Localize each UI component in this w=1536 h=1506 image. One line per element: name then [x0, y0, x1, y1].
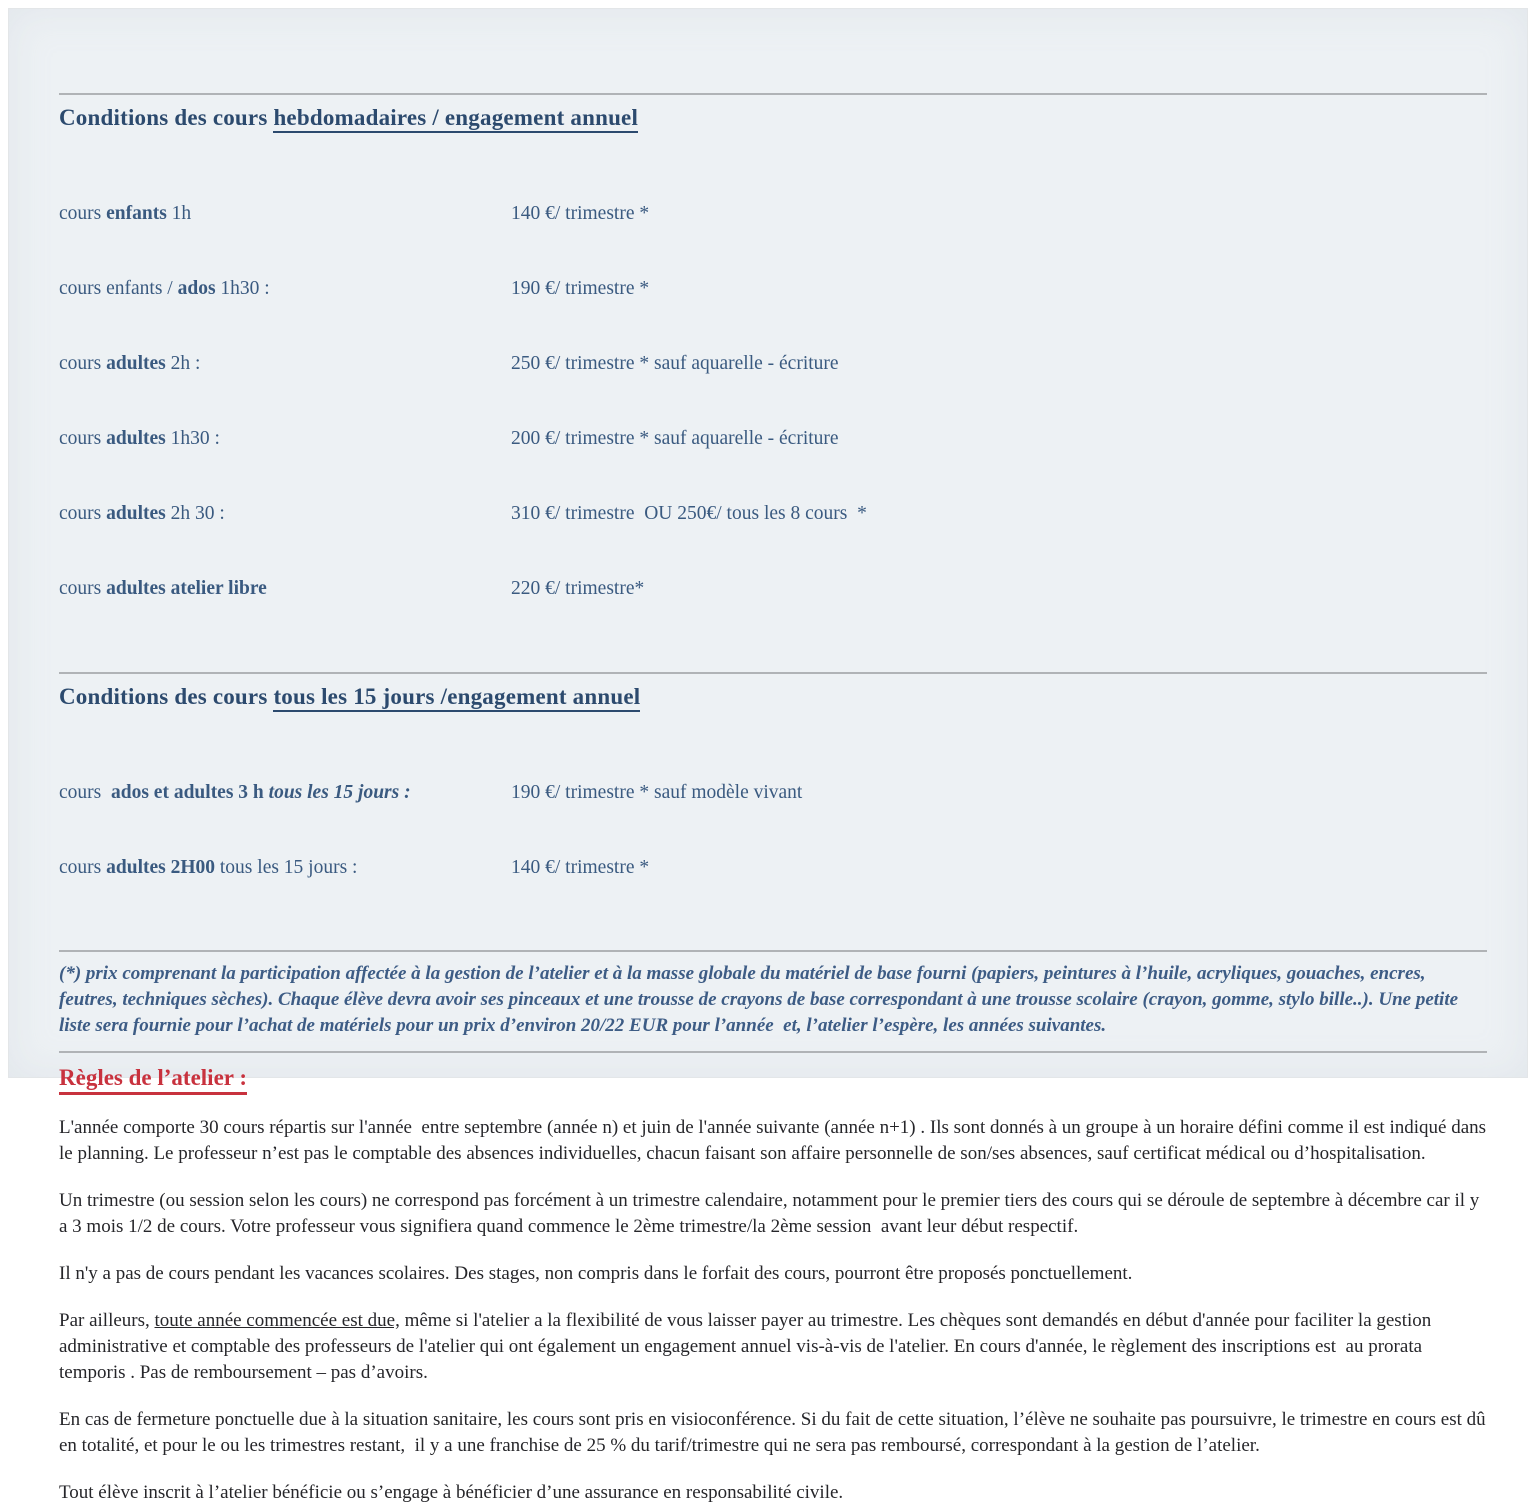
course-label: cours adultes 2h 30 : — [59, 503, 225, 524]
price-row — [59, 276, 1487, 301]
course-label: cours enfants 1h — [59, 203, 192, 224]
price-row — [59, 501, 1487, 526]
section1-heading — [59, 105, 1487, 131]
price-row — [59, 426, 1487, 451]
section2-heading — [59, 684, 1487, 710]
spacer — [59, 930, 1487, 950]
course-label: cours adultes atelier libre — [59, 578, 267, 599]
course-price: 310 €/ trimestre OU 250€/ tous les 8 cours * — [511, 503, 867, 524]
price-row — [59, 855, 1487, 880]
spacer — [59, 651, 1487, 672]
price-footnote: (*) prix comprenant la participation affectée à la gestion de l’atelier et à la masse globale du matériel de base fourni (papiers, peintures à l’huile, acryliques, gouaches, encres, feutres, techniques sèches). Chaque élève devra avoir ses pinceaux et une trousse de crayons de base correspondant à une trousse scolaire (crayon, gomme, stylo bille..). Une petite liste sera fournie pour l’achat de matériels pour un prix d’environ 20/22 EUR pour l’année et, l’atelier l’espère, les années suivantes. — [59, 963, 1463, 1036]
price-row — [59, 351, 1487, 376]
rules-paragraph-4: Par ailleurs, toute année commencée est due, même si l'atelier a la flexibilité de vous laisser payer au trimestre. Les chèques sont demandés en début d'année pour faciliter la gestion administrative et comptable des professeurs de l'atelier qui ont également un engagement annuel vis-à-vis de l'atelier. En cours d'année, le règlement des inscriptions est au prorata temporis . Pas de remboursement – pas d’avoirs. — [59, 1310, 1437, 1383]
section1-heading-prefix: Conditions des cours — [59, 105, 274, 130]
price-row — [59, 780, 1487, 805]
rules-paragraph-2: Un trimestre (ou session selon les cours) ne correspond pas forcément à un trimestre calendaire, notamment pour le premier tiers des cours qui se déroule de septembre à décembre car il y a 3 mois 1/2 de cours. Votre professeur vous signifiera quand commence le 2ème trimestre/la 2ème session avant leur début respectif. — [59, 1190, 1485, 1237]
price-row — [59, 201, 1487, 226]
biweekly-price-list — [59, 730, 1487, 930]
divider-rule-2 — [59, 672, 1487, 674]
divider-rule-3 — [59, 950, 1487, 952]
section2-heading-underlined: tous les 15 jours /engagement annuel — [273, 684, 640, 712]
course-price: 140 €/ trimestre * — [511, 857, 650, 878]
course-price: 200 €/ trimestre * sauf aquarelle - écriture — [511, 428, 839, 449]
course-price: 190 €/ trimestre * sauf modèle vivant — [511, 782, 803, 803]
weekly-price-list — [59, 151, 1487, 651]
course-label: cours adultes 1h30 : — [59, 428, 220, 449]
course-price: 250 €/ trimestre * sauf aquarelle - écriture — [511, 353, 839, 374]
course-price: 140 €/ trimestre * — [511, 203, 650, 224]
rules-paragraph-5: En cas de fermeture ponctuelle due à la situation sanitaire, les cours sont pris en visioconférence. Si du fait de cette situation, l’élève ne souhaite pas poursuivre, le trimestre en cours est dû en totalité, et pour le ou les trimestres restant, il y a une franchise de 25 % du tarif/trimestre qui ne sera pas remboursé, correspondant à la gestion de l’atelier. — [59, 1409, 1491, 1456]
section1-heading-underlined: hebdomadaires / engagement annuel — [273, 105, 638, 133]
course-price: 220 €/ trimestre* — [511, 578, 645, 599]
rules-paragraph-6: Tout élève inscrit à l’atelier bénéficie ou s’engage à bénéficier d’une assurance en responsabilité civile. — [59, 1482, 844, 1503]
rules-heading: Règles de l’atelier : — [59, 1065, 1487, 1091]
rules-section — [59, 1115, 1491, 1506]
course-label: cours enfants / ados 1h30 : — [59, 278, 270, 299]
course-label: cours adultes 2h : — [59, 353, 201, 374]
course-label: cours adultes 2H00 tous les 15 jours : — [59, 857, 358, 878]
rules-paragraph-1: L'année comporte 30 cours répartis sur l'année entre septembre (année n) et juin de l'année suivante (année n+1) . Ils sont donnés à un groupe à un horaire défini comme il est indiqué dans le planning. Le professeur n’est pas le comptable des absences individuelles, chacun faisant son affaire personnelle de son/ses absences, sauf certificat médical ou d’hospitalisation. — [59, 1117, 1491, 1164]
rules-paragraph-4-underlined: toute année commencée est due, — [154, 1310, 400, 1331]
price-row — [59, 576, 1487, 601]
course-price: 190 €/ trimestre * — [511, 278, 650, 299]
section2-heading-prefix: Conditions des cours — [59, 684, 274, 709]
top-margin — [59, 9, 1487, 93]
divider-rule-1 — [59, 93, 1487, 95]
course-label: cours ados et adultes 3 h tous les 15 jours : — [59, 782, 411, 803]
scanned-document-page — [8, 8, 1528, 1503]
rules-paragraph-3: Il n'y a pas de cours pendant les vacances scolaires. Des stages, non compris dans le forfait des cours, pourront être proposés ponctuellement. — [59, 1263, 1133, 1284]
divider-rule-4 — [59, 1051, 1487, 1053]
